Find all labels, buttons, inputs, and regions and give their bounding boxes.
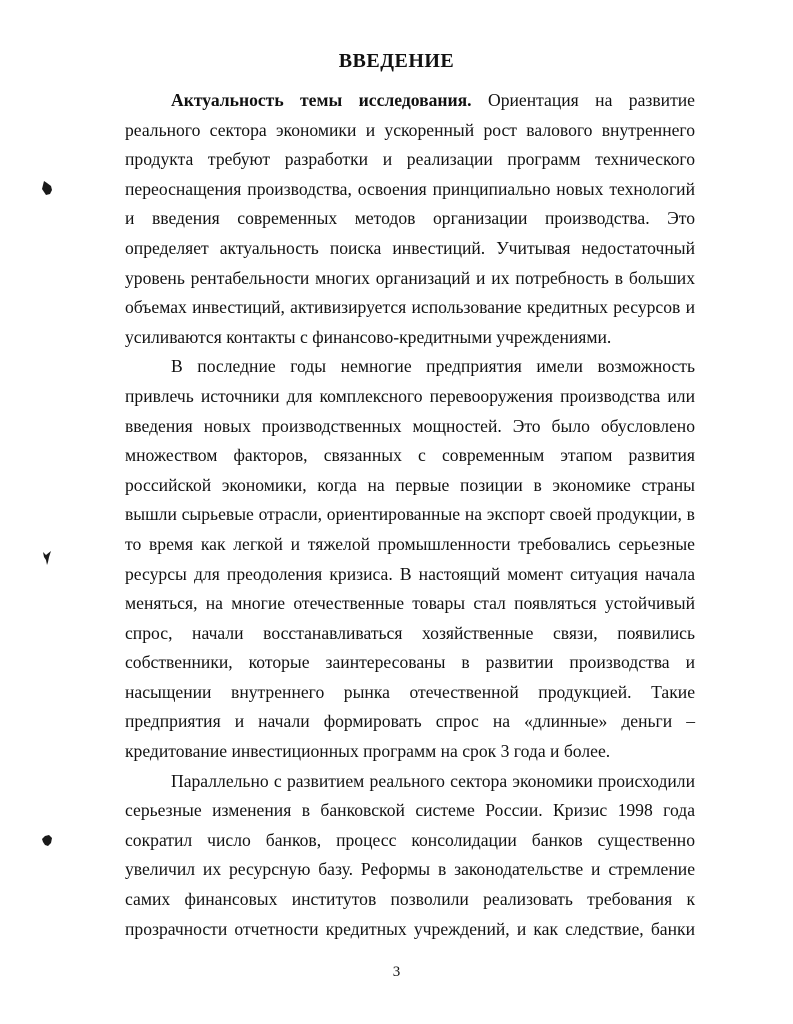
- paragraph-1-lead: Актуальность темы исследования.: [171, 90, 472, 110]
- body-text: [125, 86, 695, 944]
- paragraph-2-line: российской экономики, когда на первые позиции в экономике страны: [125, 474, 695, 495]
- paragraph-1-line: продукта требуют разработки и реализации программ технического: [125, 149, 695, 170]
- page-number: 3: [392, 964, 401, 980]
- paragraph-1-line: уровень рентабельности многих организаций и их потребность в больших: [125, 267, 695, 288]
- paragraph-1-line-1: [125, 86, 695, 116]
- paragraph-2-line: кредитование инвестиционных программ на срок 3 года и более.: [125, 741, 611, 762]
- paragraph-2-line: привлечь источники для комплексного перевооружения производства или: [125, 385, 695, 406]
- paragraph-1-line: и введения современных методов организации производства. Это: [125, 208, 695, 229]
- paragraph-3-line: серьезные изменения в банковской системе России. Кризис 1998 года: [125, 800, 695, 821]
- paragraph-2-line: ресурсы для преодоления кризиса. В настоящий момент ситуация начала: [125, 563, 695, 584]
- paragraph-1-line: реального сектора экономики и ускоренный рост валового внутреннего: [125, 119, 695, 140]
- paragraph-1-line: определяет актуальность поиска инвестиций. Учитывая недостаточный: [125, 237, 695, 258]
- paragraph-2-line: множеством факторов, связанных с современным этапом развития: [125, 445, 695, 466]
- paragraph-2-line: В последние годы немногие предприятия имели возможность: [171, 356, 695, 377]
- paragraph-1-line: усиливаются контакты с финансово-кредитными учреждениями.: [125, 326, 612, 347]
- scan-mark-icon: [40, 180, 54, 196]
- paragraph-3-line: прозрачности отчетности кредитных учреждений, и как следствие, банки: [125, 918, 695, 939]
- paragraph-3-line: сократил число банков, процесс консолидации банков существенно: [125, 829, 695, 850]
- paragraph-2-line: собственники, которые заинтересованы в развитии производства и: [125, 652, 695, 673]
- page-title: ВВЕДЕНИЕ: [338, 50, 455, 72]
- paragraph-3-line: Параллельно с развитием реального сектора экономики происходили: [171, 770, 695, 791]
- paragraph-3-line: самих финансовых институтов позволили реализовать требования к: [125, 889, 695, 910]
- scan-mark-icon: [40, 833, 54, 849]
- paragraph-2-line: то время как легкой и тяжелой промышленности требовались серьезные: [125, 533, 695, 554]
- paragraph-1-line: переоснащения производства, освоения принципиально новых технологий: [125, 178, 695, 199]
- paragraph-2-line: насыщении внутреннего рынка отечественной продукцией. Такие: [125, 681, 695, 702]
- paragraph-2-line: спрос, начали восстанавливаться хозяйственные связи, появились: [125, 622, 695, 643]
- paragraph-1-line: объемах инвестиций, активизируется использование кредитных ресурсов и: [125, 297, 695, 318]
- scan-mark-icon: [40, 550, 54, 566]
- paragraph-2-line: вышли сырьевые отрасли, ориентированные на экспорт своей продукции, в: [125, 504, 695, 525]
- paragraph-1-line-1-text: Ориентация на развитие: [471, 90, 695, 110]
- paragraph-2-line: меняться, на многие отечественные товары стал появляться устойчивый: [125, 593, 695, 614]
- paragraph-3-line: увеличил их ресурсную базу. Реформы в законодательстве и стремление: [125, 859, 695, 880]
- paragraph-2-line: введения новых производственных мощностей. Это было обусловлено: [125, 415, 695, 436]
- paragraph-2-line: предприятия и начали формировать спрос на «длинные» деньги –: [125, 711, 695, 732]
